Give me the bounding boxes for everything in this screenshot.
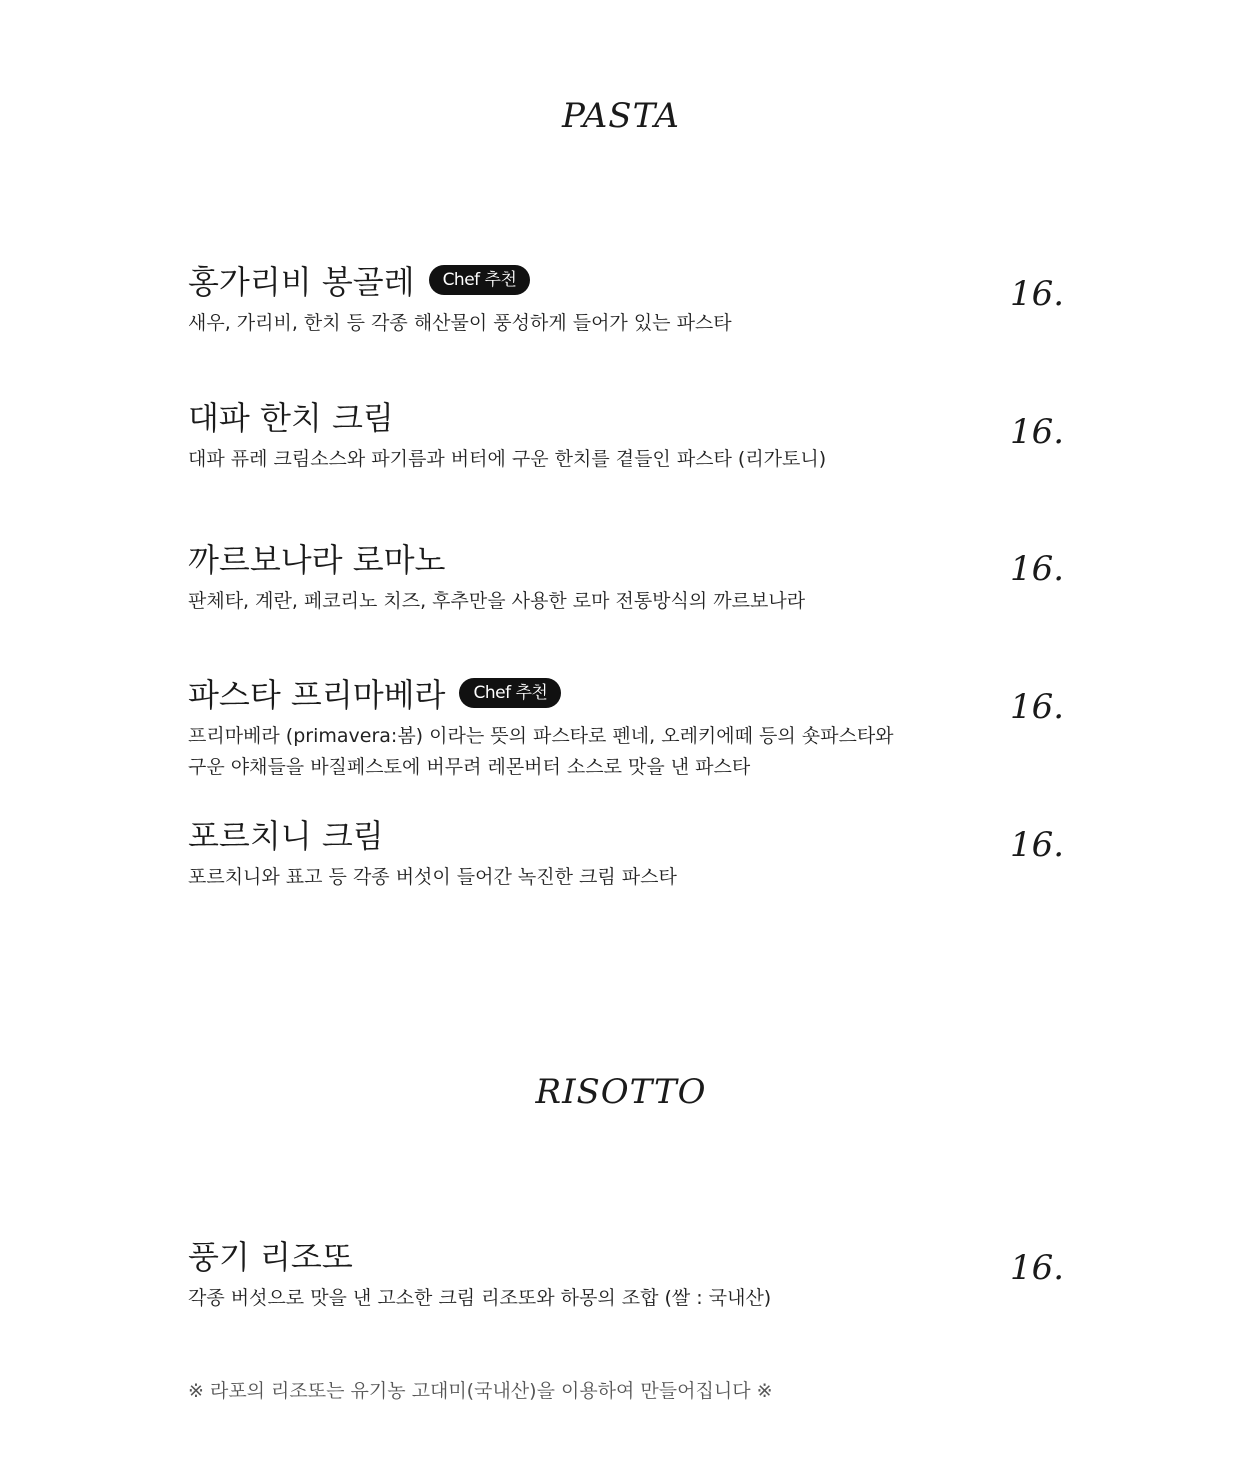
menu-item bbox=[188, 394, 1068, 475]
menu-item-price: 16. bbox=[1010, 687, 1065, 727]
menu-item-description-line: 프리마베라 (primavera:봄) 이라는 뜻의 파스타로 펜네, 오레키에떼 등의 숏파스타와 bbox=[188, 725, 894, 747]
menu-item-header bbox=[188, 394, 1068, 438]
section-title-pasta: PASTA bbox=[562, 96, 680, 136]
chef-recommend-badge: Chef 추천 bbox=[459, 678, 561, 708]
menu-item-name: 까르보나라 로마노 bbox=[188, 541, 446, 579]
menu-item-price: 16. bbox=[1010, 274, 1065, 314]
menu-item-header bbox=[188, 536, 1068, 580]
menu-item-price: 16. bbox=[1010, 825, 1065, 865]
menu-item-header bbox=[188, 258, 1068, 302]
footnote: ※ 라포의 리조또는 유기농 고대미(국내산)을 이용하여 만들어집니다 ※ bbox=[188, 1380, 773, 1402]
section-title-risotto: RISOTTO bbox=[535, 1072, 707, 1112]
menu-item bbox=[188, 536, 1068, 617]
menu-item-name: 파스타 프리마베라 bbox=[188, 676, 446, 714]
menu-item-description: 새우, 가리비, 한치 등 각종 해산물이 풍성하게 들어가 있는 파스타 bbox=[188, 312, 732, 334]
menu-item-description: 판체타, 계란, 페코리노 치즈, 후추만을 사용한 로마 전통방식의 까르보나라 bbox=[188, 590, 806, 612]
menu-item-header bbox=[188, 812, 1068, 856]
menu-item bbox=[188, 1233, 1068, 1314]
menu-item-description: 대파 퓨레 크림소스와 파기름과 버터에 구운 한치를 곁들인 파스타 (리가토니) bbox=[188, 448, 827, 470]
menu-item-name: 풍기 리조또 bbox=[188, 1238, 353, 1276]
menu-item-description bbox=[188, 721, 1068, 783]
menu-item-price: 16. bbox=[1010, 549, 1065, 589]
menu-item-description: 포르치니와 표고 등 각종 버섯이 들어간 녹진한 크림 파스타 bbox=[188, 866, 677, 888]
menu-item bbox=[188, 671, 1068, 783]
menu-item bbox=[188, 812, 1068, 893]
menu-item-description: 각종 버섯으로 맛을 낸 고소한 크림 리조또와 하몽의 조합 (쌀 : 국내산) bbox=[188, 1287, 772, 1309]
menu-item bbox=[188, 258, 1068, 339]
menu-item-price: 16. bbox=[1010, 1248, 1065, 1288]
menu-item-description-line: 구운 야채들을 바질페스토에 버무려 레몬버터 소스로 맛을 낸 파스타 bbox=[188, 756, 751, 778]
menu-item-name: 포르치니 크림 bbox=[188, 817, 384, 855]
menu-item-header bbox=[188, 671, 1068, 715]
chef-recommend-badge: Chef 추천 bbox=[429, 265, 531, 295]
menu-item-price: 16. bbox=[1010, 412, 1065, 452]
menu-item-name: 대파 한치 크림 bbox=[188, 399, 394, 437]
menu-item-name: 홍가리비 봉골레 bbox=[188, 263, 415, 301]
menu-item-header bbox=[188, 1233, 1068, 1277]
